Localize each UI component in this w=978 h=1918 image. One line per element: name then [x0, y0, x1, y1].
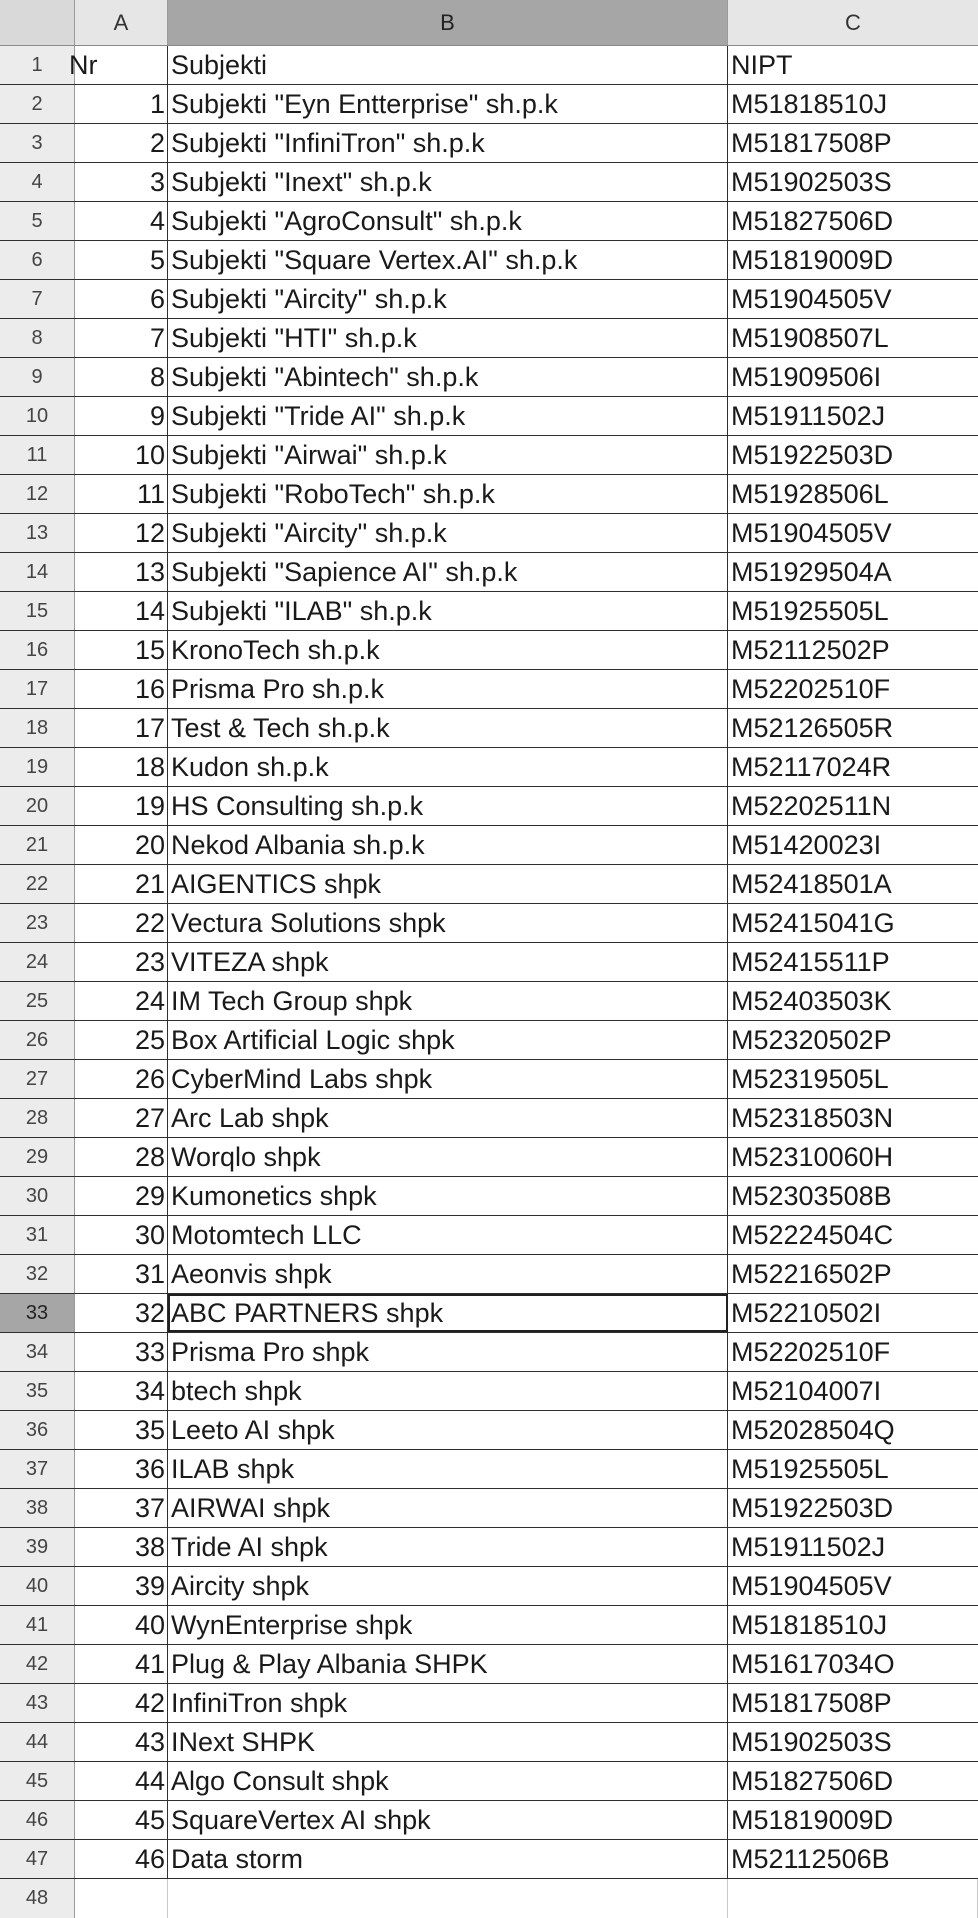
table-row [0, 1060, 978, 1099]
cell-subjekti[interactable]: Tride AI shpk [168, 1528, 728, 1566]
cell-nipt[interactable]: M51925505L [731, 1453, 889, 1484]
cell-nr[interactable]: 40 [75, 1606, 168, 1644]
table-row [0, 1840, 978, 1879]
cell-subjekti[interactable]: Box Artificial Logic shpk [168, 1021, 728, 1059]
cell-nipt[interactable]: M52319505L [731, 1063, 889, 1094]
cell-subjekti[interactable]: Motomtech LLC [168, 1216, 728, 1254]
cell-nipt[interactable]: M51908507L [731, 322, 889, 353]
cell-nr[interactable]: 6 [75, 280, 168, 318]
row-header[interactable]: 10 [0, 397, 75, 435]
row-header[interactable]: 35 [0, 1372, 75, 1410]
cell-nipt[interactable]: M52202511N [731, 790, 892, 821]
cell-nr[interactable]: 32 [75, 1294, 168, 1332]
table-row [0, 1723, 978, 1762]
table-row [0, 1138, 978, 1177]
cell-subjekti[interactable]: AIGENTICS shpk [168, 865, 728, 903]
row-header[interactable]: 29 [0, 1138, 75, 1176]
cell-nr[interactable]: 5 [75, 241, 168, 279]
column-header-b[interactable]: B [168, 0, 728, 45]
cell-nr[interactable] [75, 1879, 168, 1918]
row-header[interactable]: 28 [0, 1099, 75, 1137]
cell-subjekti[interactable]: ABC PARTNERS shpk [168, 1294, 728, 1332]
cell-nipt[interactable]: M52415511P [731, 946, 890, 977]
cell-nipt[interactable]: M52310060H [731, 1141, 894, 1172]
cell-nr[interactable]: 19 [75, 787, 168, 825]
cell-subjekti[interactable]: Subjekti "InfiniTron" sh.p.k [168, 124, 728, 162]
column-header-c[interactable]: C [728, 0, 978, 45]
table-row [0, 124, 978, 163]
table-row [0, 163, 978, 202]
cell-subjekti[interactable]: Subjekti "Tride AI" sh.p.k [168, 397, 728, 435]
cell-subjekti[interactable]: Subjekti "ILAB" sh.p.k [168, 592, 728, 630]
cell-subjekti[interactable] [168, 1879, 728, 1918]
cell-nipt[interactable]: M52202510F [731, 1336, 891, 1367]
table-row [0, 475, 978, 514]
row-header[interactable]: 5 [0, 202, 75, 240]
cell-nr[interactable]: 16 [75, 670, 168, 708]
row-header[interactable]: 21 [0, 826, 75, 864]
row-header[interactable]: 14 [0, 553, 75, 591]
cell-subjekti[interactable]: INext SHPK [168, 1723, 728, 1761]
cell-nr[interactable]: 1 [75, 85, 168, 123]
cell-nr[interactable]: 38 [75, 1528, 168, 1566]
row-header[interactable]: 27 [0, 1060, 75, 1098]
cell-nr[interactable]: 13 [75, 553, 168, 591]
cell-nr[interactable]: 41 [75, 1645, 168, 1683]
cell-subjekti[interactable]: Subjekti "Abintech" sh.p.k [168, 358, 728, 396]
cell-nipt[interactable]: M52318503N [731, 1102, 894, 1133]
table-row [0, 1684, 978, 1723]
table-row [0, 280, 978, 319]
cell-nr[interactable]: 22 [75, 904, 168, 942]
cell-nipt[interactable]: M51909506I [731, 361, 882, 392]
table-row [0, 1411, 978, 1450]
row-header[interactable]: 6 [0, 241, 75, 279]
row-header[interactable]: 23 [0, 904, 75, 942]
select-all-corner[interactable] [0, 0, 75, 45]
row-header[interactable]: 40 [0, 1567, 75, 1605]
cell-subjekti[interactable]: Kudon sh.p.k [168, 748, 728, 786]
row-header[interactable]: 22 [0, 865, 75, 903]
cell-nr[interactable]: 17 [75, 709, 168, 747]
cell-subjekti[interactable]: Aircity shpk [168, 1567, 728, 1605]
cell-nr[interactable]: 44 [75, 1762, 168, 1800]
row-header[interactable]: 47 [0, 1840, 75, 1878]
table-row [0, 592, 978, 631]
cell-nr[interactable]: 35 [75, 1411, 168, 1449]
cell-subjekti[interactable]: Aeonvis shpk [168, 1255, 728, 1293]
table-row [0, 1879, 978, 1918]
cell-subjekti[interactable]: Subjekti "Sapience AI" sh.p.k [168, 553, 728, 591]
header-row [0, 46, 978, 85]
table-row [0, 358, 978, 397]
cell-nipt[interactable]: M51904505V [731, 1570, 892, 1601]
table-row [0, 241, 978, 280]
row-header[interactable]: 15 [0, 592, 75, 630]
row-header[interactable]: 34 [0, 1333, 75, 1371]
cell-subjekti[interactable]: Kumonetics shpk [168, 1177, 728, 1215]
cell-nipt[interactable]: M51827506D [731, 1765, 894, 1796]
row-header[interactable]: 3 [0, 124, 75, 162]
table-row [0, 319, 978, 358]
row-header[interactable]: 20 [0, 787, 75, 825]
cell-nr-header[interactable]: Nr [69, 46, 168, 84]
cell-nipt[interactable]: M52216502P [731, 1258, 892, 1289]
cell-nipt[interactable]: M51929504A [731, 556, 892, 587]
cell-nipt[interactable]: M51922503D [731, 439, 894, 470]
cell-nipt[interactable]: M51922503D [731, 1492, 894, 1523]
cell-nipt[interactable]: M51420023I [731, 829, 882, 860]
row-header[interactable]: 45 [0, 1762, 75, 1800]
table-row [0, 1021, 978, 1060]
table-row [0, 85, 978, 124]
cell-nipt-header[interactable]: NIPT [731, 49, 793, 80]
cell-nipt[interactable]: M52112502P [731, 634, 890, 665]
row-header[interactable]: 26 [0, 1021, 75, 1059]
cell-nipt[interactable]: M51904505V [731, 283, 892, 314]
table-row [0, 1255, 978, 1294]
cell-nr[interactable]: 27 [75, 1099, 168, 1137]
row-header[interactable]: 17 [0, 670, 75, 708]
cell-nipt[interactable]: M51911502J [731, 400, 886, 431]
cell-subjekti[interactable]: HS Consulting sh.p.k [168, 787, 728, 825]
cell-subjekti[interactable]: Algo Consult shpk [168, 1762, 728, 1800]
cell-subjekti[interactable]: Subjekti "Aircity" sh.p.k [168, 514, 728, 552]
cell-nipt[interactable]: M52028504Q [731, 1414, 895, 1445]
cell-subjekti[interactable]: Prisma Pro sh.p.k [168, 670, 728, 708]
row-header[interactable]: 9 [0, 358, 75, 396]
cell-nr[interactable]: 14 [75, 592, 168, 630]
cell-subjekti[interactable]: CyberMind Labs shpk [168, 1060, 728, 1098]
cell-nr[interactable]: 18 [75, 748, 168, 786]
cell-nipt[interactable]: M52415041G [731, 907, 895, 938]
row-header[interactable]: 1 [0, 46, 75, 84]
row-header[interactable]: 8 [0, 319, 75, 357]
table-row [0, 1801, 978, 1840]
cell-subjekti[interactable]: KronoTech sh.p.k [168, 631, 728, 669]
cell-nipt[interactable]: M51911502J [731, 1531, 886, 1562]
row-header[interactable]: 46 [0, 1801, 75, 1839]
cell-nr[interactable]: 25 [75, 1021, 168, 1059]
row-header[interactable]: 39 [0, 1528, 75, 1566]
cell-nr[interactable]: 42 [75, 1684, 168, 1722]
cell-subjekti[interactable]: ILAB shpk [168, 1450, 728, 1488]
row-header[interactable]: 37 [0, 1450, 75, 1488]
table-row [0, 1450, 978, 1489]
table-row [0, 202, 978, 241]
row-header[interactable]: 13 [0, 514, 75, 552]
table-row [0, 1645, 978, 1684]
cell-subjekti[interactable]: Subjekti "HTI" sh.p.k [168, 319, 728, 357]
cell-nr[interactable]: 15 [75, 631, 168, 669]
cell-nipt[interactable]: M52303508B [731, 1180, 892, 1211]
cell-subjekti[interactable]: Subjekti "RoboTech" sh.p.k [168, 475, 728, 513]
cell-nr[interactable]: 34 [75, 1372, 168, 1410]
table-row [0, 787, 978, 826]
cell-nipt[interactable]: M51818510J [731, 88, 888, 119]
cell-subjekti[interactable]: AIRWAI shpk [168, 1489, 728, 1527]
column-header-bar [0, 0, 978, 46]
row-header[interactable]: 11 [0, 436, 75, 474]
table-row [0, 826, 978, 865]
cell-subjekti-header[interactable]: Subjekti [168, 46, 728, 84]
table-row [0, 1606, 978, 1645]
table-row [0, 943, 978, 982]
cell-nr[interactable]: 43 [75, 1723, 168, 1761]
cell-nipt[interactable]: M51819009D [731, 1804, 894, 1835]
cell-nr[interactable]: 30 [75, 1216, 168, 1254]
cell-nr[interactable]: 39 [75, 1567, 168, 1605]
column-header-a[interactable]: A [75, 0, 168, 45]
cell-nr[interactable]: 21 [75, 865, 168, 903]
spreadsheet-grid [0, 46, 978, 1918]
row-header[interactable]: 16 [0, 631, 75, 669]
row-header[interactable]: 18 [0, 709, 75, 747]
table-row [0, 1762, 978, 1801]
cell-subjekti[interactable]: Plug & Play Albania SHPK [168, 1645, 728, 1683]
cell-nipt[interactable]: M52418501A [731, 868, 892, 899]
table-row [0, 982, 978, 1021]
cell-nr[interactable]: 23 [75, 943, 168, 981]
cell-subjekti[interactable]: Leeto AI shpk [168, 1411, 728, 1449]
cell-nr[interactable]: 24 [75, 982, 168, 1020]
cell-nr[interactable]: 46 [75, 1840, 168, 1878]
cell-nr[interactable]: 10 [75, 436, 168, 474]
table-row [0, 670, 978, 709]
cell-nipt[interactable] [728, 1879, 978, 1918]
table-row [0, 397, 978, 436]
table-row [0, 748, 978, 787]
table-row [0, 436, 978, 475]
cell-subjekti[interactable]: InfiniTron shpk [168, 1684, 728, 1722]
cell-subjekti[interactable]: SquareVertex AI shpk [168, 1801, 728, 1839]
cell-nipt[interactable]: M51817508P [731, 127, 892, 158]
row-header[interactable]: 24 [0, 943, 75, 981]
cell-nipt[interactable]: M51617034O [731, 1648, 895, 1679]
cell-nr[interactable]: 7 [75, 319, 168, 357]
cell-subjekti[interactable]: Subjekti "Inext" sh.p.k [168, 163, 728, 201]
cell-nr[interactable]: 28 [75, 1138, 168, 1176]
cell-nipt[interactable]: M52403503K [731, 985, 892, 1016]
table-row [0, 1177, 978, 1216]
row-header[interactable]: 42 [0, 1645, 75, 1683]
table-row [0, 631, 978, 670]
row-header[interactable]: 25 [0, 982, 75, 1020]
cell-subjekti[interactable]: Vectura Solutions shpk [168, 904, 728, 942]
table-row [0, 514, 978, 553]
cell-nr[interactable]: 33 [75, 1333, 168, 1371]
cell-nr[interactable]: 37 [75, 1489, 168, 1527]
cell-subjekti[interactable]: btech shpk [168, 1372, 728, 1410]
cell-nr[interactable]: 4 [75, 202, 168, 240]
row-header[interactable]: 44 [0, 1723, 75, 1761]
cell-nr[interactable]: 12 [75, 514, 168, 552]
cell-nr[interactable]: 2 [75, 124, 168, 162]
row-header[interactable]: 2 [0, 85, 75, 123]
cell-subjekti[interactable]: VITEZA shpk [168, 943, 728, 981]
cell-subjekti[interactable]: Subjekti "Eyn Entterprise" sh.p.k [168, 85, 728, 123]
cell-nipt[interactable]: M51827506D [731, 205, 894, 236]
cell-nipt[interactable]: M52224504C [731, 1219, 894, 1250]
row-header[interactable]: 33 [0, 1294, 75, 1332]
table-row [0, 904, 978, 943]
cell-subjekti[interactable]: Subjekti "AgroConsult" sh.p.k [168, 202, 728, 240]
cell-nr[interactable]: 20 [75, 826, 168, 864]
table-row [0, 1099, 978, 1138]
cell-nipt[interactable]: M51928506L [731, 478, 889, 509]
cell-nr[interactable]: 8 [75, 358, 168, 396]
table-row [0, 1528, 978, 1567]
cell-subjekti[interactable]: Subjekti "Airwai" sh.p.k [168, 436, 728, 474]
table-row [0, 1372, 978, 1411]
cell-nr[interactable]: 3 [75, 163, 168, 201]
cell-nipt[interactable]: M52320502P [731, 1024, 892, 1055]
cell-nipt[interactable]: M52112506B [731, 1843, 890, 1874]
cell-nipt[interactable]: M51902503S [731, 1726, 892, 1757]
cell-subjekti[interactable]: Prisma Pro shpk [168, 1333, 728, 1371]
cell-subjekti[interactable]: IM Tech Group shpk [168, 982, 728, 1020]
row-header[interactable]: 43 [0, 1684, 75, 1722]
row-header[interactable]: 7 [0, 280, 75, 318]
table-row [0, 1294, 978, 1333]
cell-nipt[interactable]: M51904505V [731, 517, 892, 548]
table-row [0, 709, 978, 748]
cell-subjekti[interactable]: Arc Lab shpk [168, 1099, 728, 1137]
cell-nipt[interactable]: M52117024R [731, 751, 892, 782]
row-header[interactable]: 31 [0, 1216, 75, 1254]
cell-subjekti[interactable]: WynEnterprise shpk [168, 1606, 728, 1644]
cell-nr[interactable]: 9 [75, 397, 168, 435]
cell-subjekti[interactable]: Nekod Albania sh.p.k [168, 826, 728, 864]
table-row [0, 1333, 978, 1372]
cell-nipt[interactable]: M51818510J [731, 1609, 888, 1640]
cell-subjekti[interactable]: Subjekti "Square Vertex.AI" sh.p.k [168, 241, 728, 279]
cell-nipt[interactable]: M52210502I [731, 1297, 882, 1328]
cell-nr[interactable]: 31 [75, 1255, 168, 1293]
cell-subjekti[interactable]: Subjekti "Aircity" sh.p.k [168, 280, 728, 318]
row-header[interactable]: 4 [0, 163, 75, 201]
row-header[interactable]: 12 [0, 475, 75, 513]
cell-nr[interactable]: 11 [75, 475, 168, 513]
table-row [0, 553, 978, 592]
table-row [0, 1567, 978, 1606]
row-header[interactable]: 32 [0, 1255, 75, 1293]
cell-subjekti[interactable]: Data storm [168, 1840, 728, 1878]
cell-subjekti[interactable]: Worqlo shpk [168, 1138, 728, 1176]
cell-nipt[interactable]: M51902503S [731, 166, 892, 197]
row-header[interactable]: 38 [0, 1489, 75, 1527]
row-header[interactable]: 41 [0, 1606, 75, 1644]
table-row [0, 865, 978, 904]
row-header[interactable]: 30 [0, 1177, 75, 1215]
table-row [0, 1489, 978, 1528]
cell-nipt[interactable]: M51817508P [731, 1687, 892, 1718]
cell-nipt[interactable]: M52126505R [731, 712, 894, 743]
cell-nr[interactable]: 29 [75, 1177, 168, 1215]
cell-nipt[interactable]: M52202510F [731, 673, 891, 704]
row-header[interactable]: 36 [0, 1411, 75, 1449]
cell-nipt[interactable]: M51925505L [731, 595, 889, 626]
row-header[interactable]: 48 [0, 1879, 75, 1918]
cell-nipt[interactable]: M51819009D [731, 244, 894, 275]
cell-nipt[interactable]: M52104007I [731, 1375, 882, 1406]
cell-nr[interactable]: 26 [75, 1060, 168, 1098]
cell-nr[interactable]: 45 [75, 1801, 168, 1839]
cell-subjekti[interactable]: Test & Tech sh.p.k [168, 709, 728, 747]
cell-nr[interactable]: 36 [75, 1450, 168, 1488]
row-header[interactable]: 19 [0, 748, 75, 786]
table-row [0, 1216, 978, 1255]
